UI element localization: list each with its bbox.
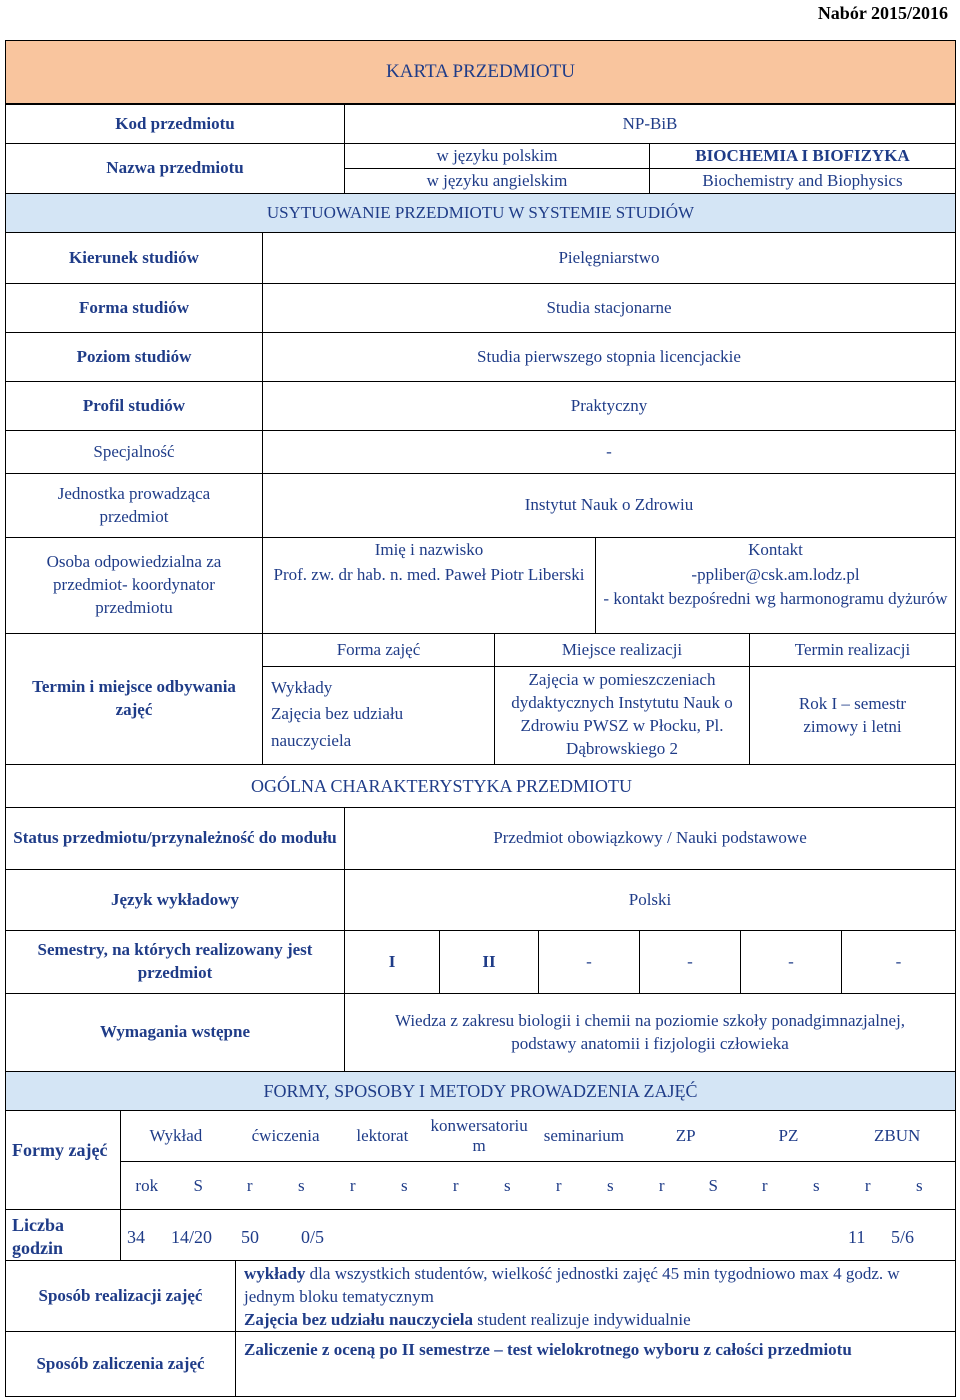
liczba-14-20: 14/20 xyxy=(171,1227,213,1247)
formy-title: FORMY, SPOSOBY I METODY PROWADZENIA ZAJĘĆ xyxy=(263,1080,698,1101)
jezyk-value: Polski xyxy=(344,869,956,931)
type-seminarium: seminarium xyxy=(543,1126,625,1145)
profil-value: Praktyczny xyxy=(262,381,956,431)
liczba-row xyxy=(120,1209,956,1261)
card-title: KARTA PRZEDMIOTU xyxy=(386,61,575,83)
formy-rok-row xyxy=(120,1161,956,1210)
forma-value: Studia stacjonarne xyxy=(262,283,956,333)
rok-cell: r xyxy=(761,1175,768,1195)
liczba-11: 11 xyxy=(848,1227,866,1247)
type-zbun: ZBUN xyxy=(874,1126,921,1145)
osoba-name: Prof. zw. dr hab. n. med. Paweł Piotr Liberski xyxy=(273,565,585,584)
sposob-realizacji-value xyxy=(235,1260,956,1332)
forma-label: Forma studiów xyxy=(5,283,263,333)
sposob-realizacji-label: Sposób realizacji zajęć xyxy=(5,1260,236,1332)
termin-forma-cell xyxy=(262,666,495,765)
liczba-label: Liczba godzin xyxy=(5,1209,121,1261)
osoba-name-header: Imię i nazwisko xyxy=(374,540,484,559)
rok-cell: s xyxy=(812,1175,820,1195)
usytuowanie-section xyxy=(5,193,956,233)
semestr-4: - xyxy=(639,930,741,994)
jednostka-label: Jednostka prowadząca przedmiot xyxy=(5,473,263,538)
status-value: Przedmiot obowiązkowy / Nauki podstawowe xyxy=(344,807,956,870)
sposob-zaliczenia-value: Zaliczenie z oceną po II semestrze – test wielokrotnego wyboru z całości przedmiotu xyxy=(235,1331,956,1397)
liczba-5-6: 5/6 xyxy=(891,1227,915,1247)
jezyk-label: Język wykładowy xyxy=(5,869,345,931)
profil-label: Profil studiów xyxy=(5,381,263,431)
kod-value: NP-BiB xyxy=(344,104,956,144)
jednostka-value: Instytut Nauk o Zdrowiu xyxy=(262,473,956,538)
termin-forma-1: Wykłady xyxy=(271,678,333,697)
sposob-zaliczenia-label: Sposób zaliczenia zajęć xyxy=(5,1331,236,1397)
osoba-name-cell xyxy=(262,537,596,634)
liczba-0-5: 0/5 xyxy=(301,1227,325,1247)
termin-h-miejsce: Miejsce realizacji xyxy=(494,633,750,667)
rok-cell: r xyxy=(452,1175,459,1195)
kierunek-value: Pielęgniarstwo xyxy=(262,232,956,284)
rok-cell: rok xyxy=(135,1175,159,1195)
status-label: Status przedmiotu/przynależność do modułu xyxy=(5,807,345,870)
usytuowanie-title: USYTUOWANIE PRZEDMIOTU W SYSTEMIE STUDIÓW xyxy=(266,202,695,222)
rok-cell: s xyxy=(606,1175,614,1195)
rok-cell: s xyxy=(915,1175,923,1195)
recruitment-year: Nabór 2015/2016 xyxy=(817,3,948,23)
semestry-label: Semestry, na których realizowany jest przedmiot xyxy=(5,930,345,994)
osoba-label: Osoba odpowiedzialna za przedmiot- koordynator przedmiotu xyxy=(5,537,263,634)
type-pz: PZ xyxy=(778,1126,799,1145)
rok-cell: r xyxy=(658,1175,665,1195)
ogolna-section xyxy=(5,764,956,808)
formy-types-row xyxy=(120,1110,956,1162)
rok-cell: r xyxy=(349,1175,356,1195)
semestr-1: I xyxy=(344,930,440,994)
formy-section xyxy=(5,1071,956,1111)
semestr-5: - xyxy=(740,930,842,994)
sposob-l2-bold: Zajęcia bez udziału nauczyciela xyxy=(244,1309,474,1329)
ogolna-title: OGÓLNA CHARAKTERYSTYKA PRZEDMIOTU xyxy=(251,775,633,796)
kod-label: Kod przedmiotu xyxy=(5,104,345,144)
poziom-value: Studia pierwszego stopnia licencjackie xyxy=(262,332,956,382)
liczba-34: 34 xyxy=(127,1227,145,1247)
rok-cell: S xyxy=(708,1175,718,1195)
rok-cell: r xyxy=(864,1175,871,1195)
termin-h-termin: Termin realizacji xyxy=(749,633,956,667)
nazwa-pl-label: w języku polskim xyxy=(344,143,650,169)
nazwa-en-value: Biochemistry and Biophysics xyxy=(649,168,956,194)
termin-label: Termin i miejsce odbywania zajęć xyxy=(5,633,263,765)
specjalnosc-label: Specjalność xyxy=(5,430,263,474)
specjalnosc-value: - xyxy=(262,430,956,474)
rok-cell: r xyxy=(555,1175,562,1195)
kierunek-label: Kierunek studiów xyxy=(5,232,263,284)
rok-cell: s xyxy=(400,1175,408,1195)
nazwa-label: Nazwa przedmiotu xyxy=(5,143,345,194)
formy-label: Formy zajęć xyxy=(5,1110,121,1210)
osoba-contact-cell xyxy=(595,537,956,634)
nazwa-en-label: w języku angielskim xyxy=(344,168,650,194)
rok-cell: s xyxy=(503,1175,511,1195)
termin-termin: Rok I – semestr zimowy i letni xyxy=(749,666,956,765)
semestr-3: - xyxy=(538,930,640,994)
sposob-l2-rest: student realizuje indywidualnie xyxy=(473,1309,691,1329)
poziom-label: Poziom studiów xyxy=(5,332,263,382)
osoba-contact-email: -ppliber@csk.am.lodz.pl xyxy=(691,565,860,584)
sposob-l1-bold: wykłady xyxy=(244,1264,306,1283)
nazwa-pl-value: BIOCHEMIA I BIOFIZYKA xyxy=(649,143,956,169)
rok-cell: r xyxy=(246,1175,253,1195)
termin-h-forma: Forma zajęć xyxy=(262,633,495,667)
rok-cell: s xyxy=(297,1175,305,1195)
liczba-50: 50 xyxy=(241,1227,259,1247)
type-lektorat: lektorat xyxy=(356,1126,409,1145)
rok-cell: S xyxy=(193,1175,203,1195)
card-title-cell xyxy=(5,40,956,104)
type-konwersatorium: konwersatorium xyxy=(430,1116,528,1155)
osoba-contact-header: Kontakt xyxy=(748,540,803,559)
termin-miejsce: Zajęcia w pomieszczeniach dydaktycznych Instytutu Nauk o Zdrowiu PWSZ w Płocku, Pl. Dąbrowskiego 2 xyxy=(494,666,750,765)
type-wyklad: Wykład xyxy=(149,1126,203,1145)
type-cwiczenia: ćwiczenia xyxy=(251,1126,320,1145)
semestr-6: - xyxy=(841,930,956,994)
sposob-l1-rest: dla wszystkich studentów, wielkość jednostki zajęć 45 min tygodniowo max 4 godz. w jednym bloku tematycznym xyxy=(244,1264,900,1306)
osoba-contact-other: - kontakt bezpośredni wg harmonogramu dyżurów xyxy=(603,589,948,608)
semestr-2: II xyxy=(439,930,539,994)
wymagania-value: Wiedza z zakresu biologii i chemii na poziomie szkoły ponadgimnazjalnej, podstawy anatomii i fizjologii człowieka xyxy=(344,993,956,1072)
termin-forma-2: Zajęcia bez udziału nauczyciela xyxy=(271,704,404,750)
wymagania-label: Wymagania wstępne xyxy=(5,993,345,1072)
type-zp: ZP xyxy=(675,1126,696,1145)
